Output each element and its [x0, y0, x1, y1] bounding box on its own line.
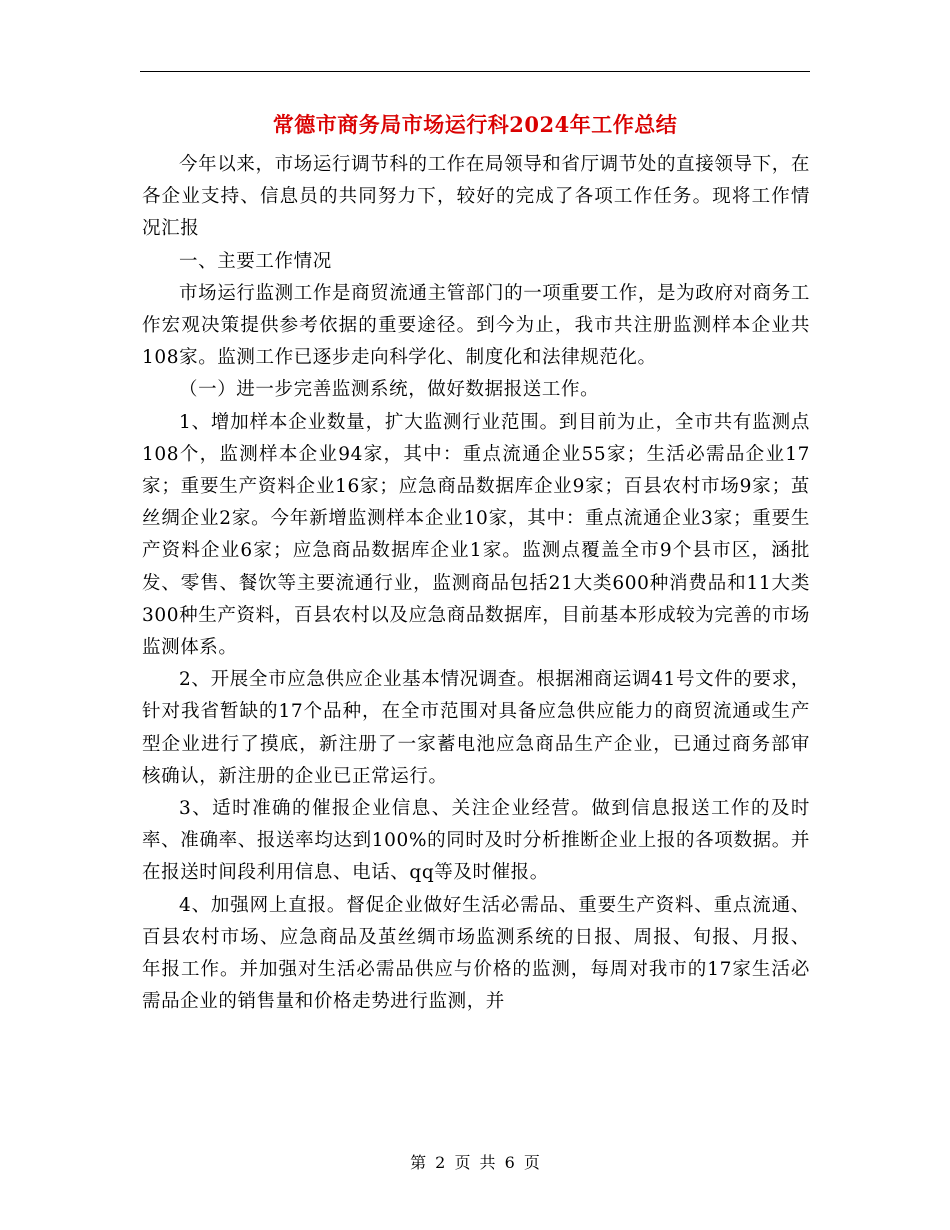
paragraph-item-1: 1、增加样本企业数量，扩大监测行业范围。到目前为止，全市共有监测点108个，监测样本企业94家，其中：重点流通企业55家；生活必需品企业17家；重要生产资料企业16家；应急商品数据库企业9家；百县农村市场9家；茧丝绸企业2家。今年新增监测样本企业10家，其中：重点流通企业3家；重要生产资料企业6家；应急商品数据库企业1家。监测点覆盖全市9个县市区，涵批发、零售、餐饮等主要流通行业，监测商品包括21大类600种消费品和11大类300种生产资料，百县农村以及应急商品数据库，目前基本形成较为完善的市场监测体系。: [142, 411, 810, 659]
paragraph-intro: 今年以来，市场运行调节科的工作在局领导和省厅调节处的直接领导下，在各企业支持、信息员的共同努力下，较好的完成了各项工作任务。现将工作情况汇报: [142, 154, 810, 240]
document-body: [142, 149, 810, 1018]
paragraph-monitoring-overview: 市场运行监测工作是商贸流通主管部门的一项重要工作，是为政府对商务工作宏观决策提供参考依据的重要途径。到今为止，我市共注册监测样本企业共108家。监测工作已逐步走向科学化、制度化和法律规范化。: [142, 282, 810, 369]
document-title: 常德市商务局市场运行科2024年工作总结: [272, 112, 678, 137]
paragraph-item-4: 4、加强网上直报。督促企业做好生活必需品、重要生产资料、重点流通、百县农村市场、应急商品及茧丝绸市场监测系统的日报、周报、旬报、月报、年报工作。并加强对生活必需品供应与价格的监测，每周对我市的17家生活必需品企业的销售量和价格走势进行监测，并: [142, 894, 810, 1013]
subsection-heading-1: （一）进一步完善监测系统，做好数据报送工作。: [179, 379, 600, 401]
section-heading-main-work: 一、主要工作情况: [179, 250, 332, 272]
paragraph-item-3: 3、适时准确的催报企业信息、关注企业经营。做到信息报送工作的及时率、准确率、报送率均达到100%的同时及时分析推断企业上报的各项数据。并在报送时间段利用信息、电话、qq等及时催报。: [142, 798, 810, 884]
paragraph-item-2: 2、开展全市应急供应企业基本情况调查。根据湘商运调41号文件的要求，针对我省暂缺的17个品种，在全市范围对具备应急供应能力的商贸流通或生产型企业进行了摸底，新注册了一家蓄电池应急商品生产企业，已通过商务部审核确认，新注册的企业已正常运行。: [142, 669, 810, 787]
page-number-footer: 第 2 页 共 6 页: [410, 1153, 540, 1172]
header-rule: [140, 71, 810, 72]
